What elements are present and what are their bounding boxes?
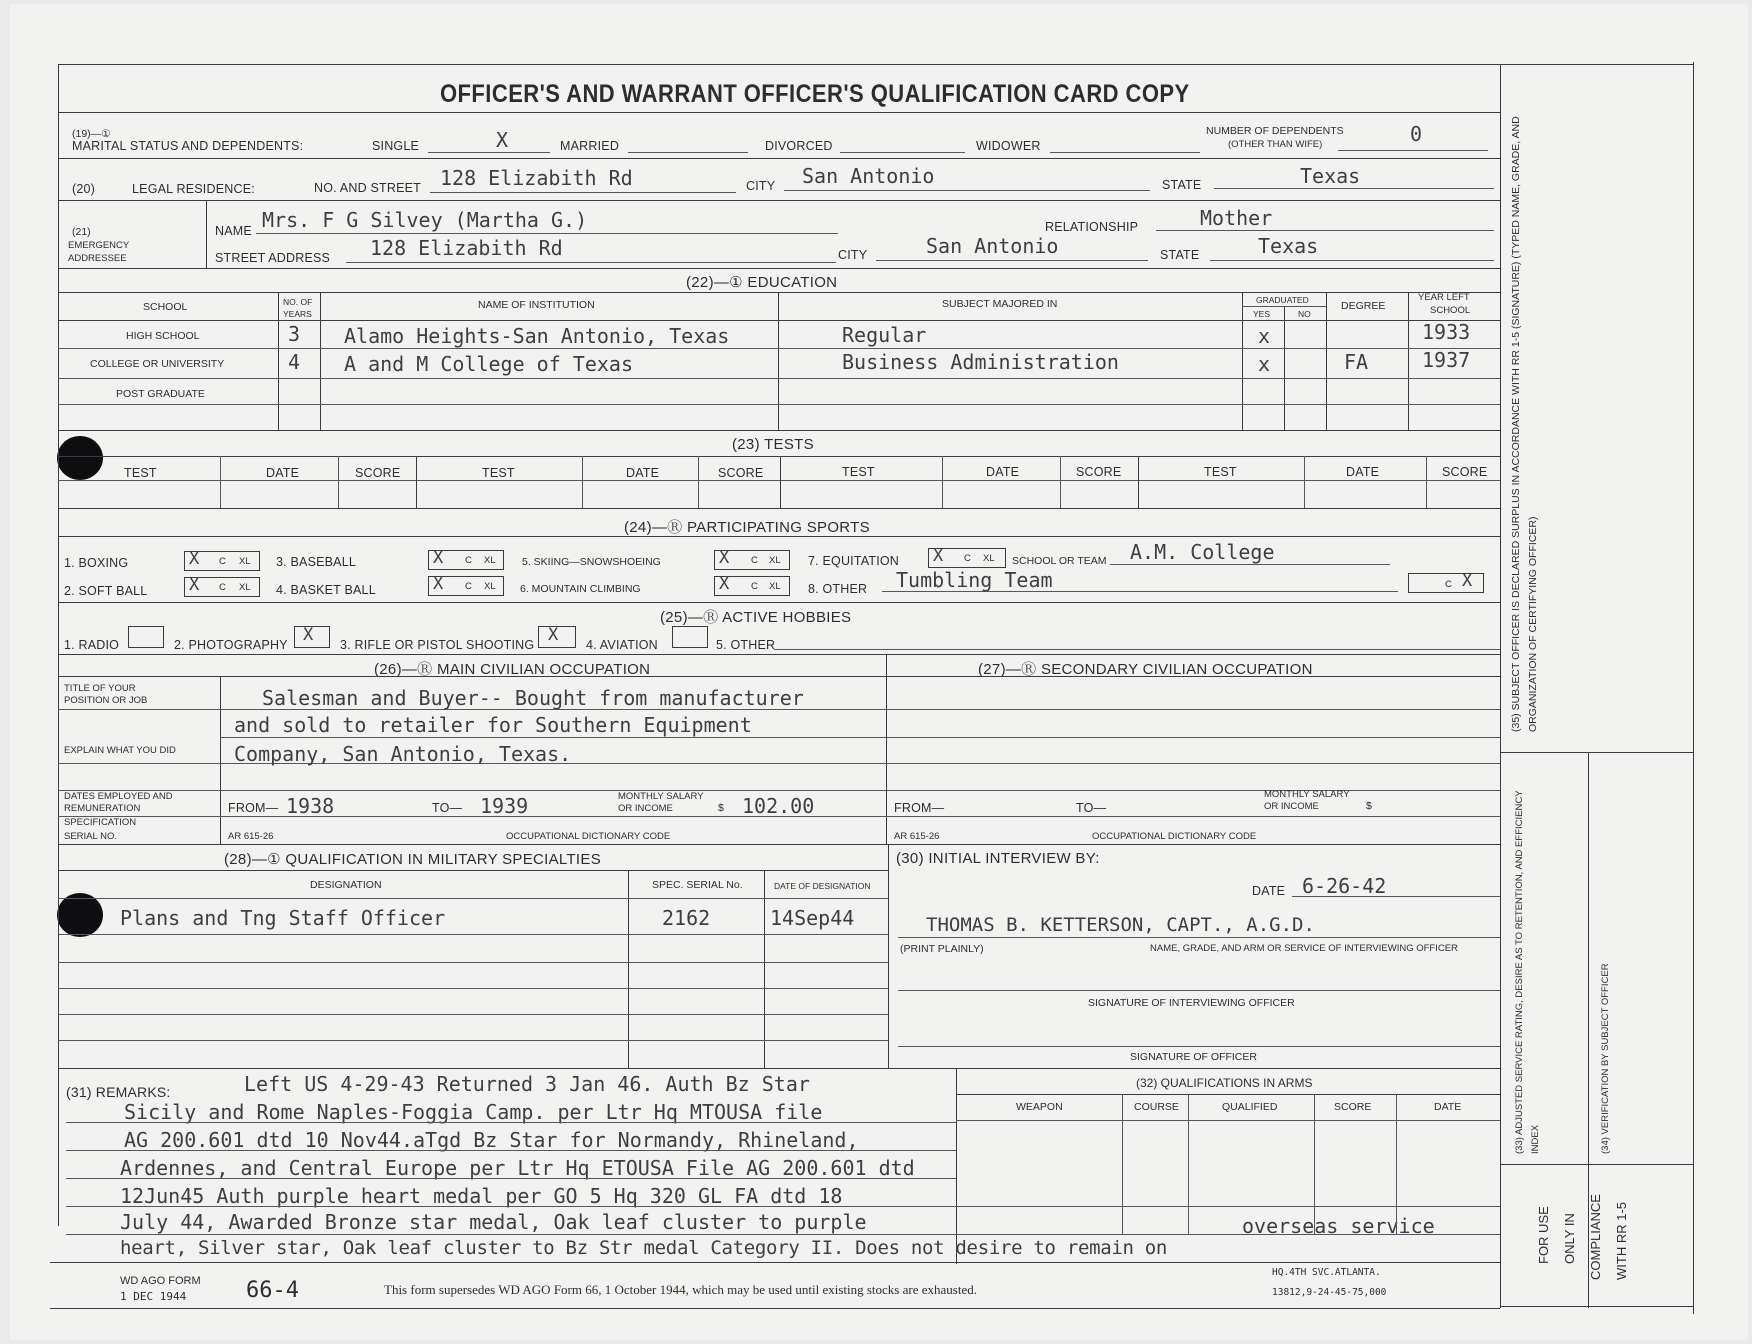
secondary-from-label: FROM— <box>894 801 945 815</box>
sport-mark: X <box>719 574 730 594</box>
dict-label: OCCUPATIONAL DICTIONARY CODE <box>506 831 671 842</box>
school-team-value[interactable]: A.M. College <box>1130 540 1275 564</box>
footer-supersedes: This form supersedes WD AGO Form 66, 1 October 1944, which may be used until existing stocks are exhausted. <box>384 1282 977 1297</box>
sport-xl: XL <box>239 556 251 567</box>
mq-date[interactable]: 14Sep44 <box>770 906 855 930</box>
edu-col-school: SCHOOL <box>143 301 188 313</box>
footer-printer-1: HQ.4TH SVC.ATLANTA. <box>1272 1267 1381 1278</box>
tests-col: TEST <box>1204 465 1237 479</box>
hobby-label: 5. OTHER <box>716 638 776 652</box>
dates-label-1: DATES EMPLOYED AND <box>64 791 173 802</box>
sport-c: C <box>751 555 758 566</box>
sport-label: 4. BASKET BALL <box>276 583 376 597</box>
emergency-city-value[interactable]: San Antonio <box>926 234 1059 258</box>
sport-label: 6. MOUNTAIN CLIMBING <box>520 583 641 595</box>
edu-row-yes[interactable]: x <box>1258 352 1271 376</box>
tests-col: TEST <box>842 465 875 479</box>
emergency-state-value[interactable]: Texas <box>1258 234 1319 258</box>
edu-col-institution: NAME OF INSTITUTION <box>478 299 595 311</box>
dates-label-2: REMUNERATION <box>64 803 141 814</box>
edu-col-year-left-1: YEAR LEFT <box>1418 292 1470 303</box>
sport-label: 2. SOFT BALL <box>64 584 148 598</box>
sports-header: (24)—Ⓡ PARTICIPATING SPORTS <box>624 519 870 536</box>
hobbies-header: (25)—Ⓡ ACTIVE HOBBIES <box>660 609 852 626</box>
for-use-2: ONLY IN <box>1562 1213 1577 1264</box>
tests-col: TEST <box>482 466 515 480</box>
arms-col: QUALIFIED <box>1222 1101 1278 1113</box>
residence-num: (20) <box>72 182 96 196</box>
sport-xl: XL <box>983 553 995 564</box>
item-33-text: (33) ADJUSTED SERVICE RATING, DESIRE AS TO RETENTION, AND EFFICIENCY INDEX <box>1514 790 1541 1154</box>
tests-col: SCORE <box>718 466 764 480</box>
ar-label: AR 615-26 <box>228 831 274 842</box>
edu-row-degree[interactable]: FA <box>1344 350 1369 374</box>
remarks-line[interactable]: Ardennes, and Central Europe per Ltr Hq ETOUSA File AG 200.601 dtd <box>120 1156 915 1180</box>
tests-col: DATE <box>986 465 1020 479</box>
occupation-line-3[interactable]: Company, San Antonio, Texas. <box>234 742 572 766</box>
marital-num: (19)—① <box>72 128 111 140</box>
overseas-note[interactable]: overseas service <box>1242 1214 1435 1238</box>
remarks-line[interactable]: heart, Silver star, Oak leaf cluster to Bz Str medal Category II. Does not desire to remain on <box>120 1237 1168 1259</box>
sport-label: 8. OTHER <box>808 582 868 596</box>
secondary-ar-label: AR 615-26 <box>894 831 940 842</box>
print-plainly: (PRINT PLAINLY) <box>900 943 984 955</box>
edu-col-years-2: YEARS <box>283 309 312 319</box>
education-header: (22)—① EDUCATION <box>686 274 838 291</box>
arms-col: COURSE <box>1134 1101 1179 1113</box>
for-use-1: FOR USE <box>1536 1206 1551 1264</box>
salary-label-1: MONTHLY SALARY <box>618 791 704 802</box>
edu-col-year-left-2: SCHOOL <box>1430 305 1471 316</box>
remarks-line[interactable]: 12Jun45 Auth purple heart medal per GO 5 Hq 320 GL FA dtd 18 <box>120 1184 843 1208</box>
footer-form-id: WD AGO FORM <box>120 1275 201 1287</box>
emergency-name-value[interactable]: Mrs. F G Silvey (Martha G.) <box>262 208 588 232</box>
sig-officer-label: SIGNATURE OF OFFICER <box>1130 1051 1257 1063</box>
residence-state-label: STATE <box>1162 178 1202 192</box>
emergency-relationship-label: RELATIONSHIP <box>1045 220 1139 234</box>
explain-label: EXPLAIN WHAT YOU DID <box>64 745 176 756</box>
military-quals-header: (28)—① QUALIFICATION IN MILITARY SPECIALTIES <box>224 851 602 868</box>
tests-col: TEST <box>124 466 157 480</box>
single-label: SINGLE <box>372 139 420 153</box>
school-team-label: SCHOOL OR TEAM <box>1012 555 1107 567</box>
mq-col-serial: SPEC. SERIAL No. <box>652 879 743 891</box>
sport-other-value[interactable]: Tumbling Team <box>896 568 1053 592</box>
title-label-2: POSITION OR JOB <box>64 695 148 706</box>
emergency-city-label: CITY <box>838 248 868 262</box>
secondary-dict-label: OCCUPATIONAL DICTIONARY CODE <box>1092 831 1257 842</box>
tests-header: (23) TESTS <box>732 436 814 453</box>
edu-col-degree: DEGREE <box>1341 300 1386 312</box>
sport-c: C <box>1445 579 1452 590</box>
residence-state-value[interactable]: Texas <box>1300 164 1361 188</box>
edu-row-yes[interactable]: x <box>1258 324 1271 348</box>
sport-c: C <box>964 553 971 564</box>
secondary-occupation-header: (27)—Ⓡ SECONDARY CIVILIAN OCCUPATION <box>978 661 1313 678</box>
occupation-line-1[interactable]: Salesman and Buyer-- Bought from manufacturer <box>262 686 804 710</box>
edu-col-graduated: GRADUATED <box>1256 295 1309 305</box>
item-35-text: (35) SUBJECT OFFICER IS DECLARED SURPLUS IN ACCORDANCE WITH RR 1-5 (SIGNATURE) (TYPED NAME, GRADE, AND ORGANIZATION OF CERTIFYING OFFICER) <box>1510 116 1539 732</box>
punch-hole-top <box>57 436 103 480</box>
sport-c: C <box>465 581 472 592</box>
from-value[interactable]: 1938 <box>286 794 335 818</box>
hobby-label: 3. RIFLE OR PISTOL SHOOTING <box>340 638 535 652</box>
tests-col: SCORE <box>1442 465 1488 479</box>
mq-col-date: DATE OF DESIGNATION <box>774 881 871 891</box>
sport-mark: X <box>189 575 200 595</box>
remarks-line[interactable]: Left US 4-29-43 Returned 3 Jan 46. Auth Bz Star <box>244 1072 810 1096</box>
edu-row-school: POST GRADUATE <box>116 388 205 400</box>
hobby-label: 4. AVIATION <box>586 638 658 652</box>
emergency-name-label: NAME <box>215 224 252 238</box>
name-grade-label: NAME, GRADE, AND ARM OR SERVICE OF INTERVIEWING OFFICER <box>1150 943 1458 954</box>
sport-mark: X <box>433 574 444 594</box>
salary-label-2: OR INCOME <box>618 803 673 814</box>
sig-interviewing-label: SIGNATURE OF INTERVIEWING OFFICER <box>1088 997 1295 1009</box>
emergency-label-1: EMERGENCY <box>68 240 130 251</box>
hobby-mark: X <box>303 625 314 645</box>
item-34-text: (34) VERIFICATION BY SUBJECT OFFICER <box>1600 963 1611 1154</box>
for-use-3: COMPLIANCE <box>1588 1194 1603 1280</box>
sport-mark: X <box>433 548 444 568</box>
married-label: MARRIED <box>560 139 620 153</box>
sport-label: 3. BASEBALL <box>276 555 357 569</box>
remarks-line[interactable]: AG 200.601 dtd 10 Nov44.aTgd Bz Star for Normandy, Rhineland, <box>124 1128 859 1152</box>
sport-mark: X <box>189 549 200 569</box>
remarks-line[interactable]: July 44, Awarded Bronze star medal, Oak leaf cluster to purple <box>120 1210 867 1234</box>
residence-street-value[interactable]: 128 Elizabith Rd <box>440 166 633 190</box>
sport-c: C <box>465 555 472 566</box>
from-label: FROM— <box>228 801 279 815</box>
mq-designation[interactable]: Plans and Tng Staff Officer <box>120 906 446 930</box>
hobby-checkbox[interactable] <box>128 626 164 648</box>
edu-row-institution[interactable]: Alamo Heights-San Antonio, Texas <box>344 324 730 348</box>
sport-mark: X <box>1462 571 1473 591</box>
sport-xl: XL <box>484 555 496 566</box>
footer-form-no: 66-4 <box>246 1278 299 1303</box>
emergency-label-2: ADDRESSEE <box>68 253 127 264</box>
main-occupation-header: (26)—Ⓡ MAIN CIVILIAN OCCUPATION <box>374 661 651 678</box>
sport-label: 1. BOXING <box>64 556 129 570</box>
sport-xl: XL <box>769 555 781 566</box>
secondary-salary-currency: $ <box>1366 800 1372 812</box>
form-title: OFFICER'S AND WARRANT OFFICER'S QUALIFICATION CARD COPY <box>440 80 1190 108</box>
emergency-street-value[interactable]: 128 Elizabith Rd <box>370 236 563 260</box>
dependents-value[interactable]: 0 <box>1410 122 1423 146</box>
interview-header: (30) INITIAL INTERVIEW BY: <box>896 850 1100 867</box>
edu-row-year-left[interactable]: 1937 <box>1422 348 1471 372</box>
tests-col: DATE <box>626 466 660 480</box>
hobby-label: 2. PHOTOGRAPHY <box>174 638 288 652</box>
edu-row-subject[interactable]: Business Administration <box>842 350 1119 374</box>
to-value[interactable]: 1939 <box>480 794 529 818</box>
title-label-1: TITLE OF YOUR <box>64 683 136 694</box>
salary-value[interactable]: 102.00 <box>742 794 815 818</box>
tests-col: SCORE <box>355 466 401 480</box>
edu-col-no: NO <box>1298 309 1311 319</box>
interviewer-name[interactable]: THOMAS B. KETTERSON, CAPT., A.G.D. <box>926 914 1315 936</box>
tests-col: DATE <box>266 466 300 480</box>
dependents-sub: (OTHER THAN WIFE) <box>1228 139 1323 150</box>
mq-col-designation: DESIGNATION <box>310 879 382 891</box>
secondary-salary-label-1: MONTHLY SALARY <box>1264 789 1350 800</box>
remarks-line[interactable]: Sicily and Rome Naples-Foggia Camp. per Ltr Hq MTOUSA file <box>124 1100 823 1124</box>
edu-row-school: COLLEGE OR UNIVERSITY <box>90 358 225 370</box>
emergency-street-label: STREET ADDRESS <box>215 251 331 265</box>
hobby-label: 1. RADIO <box>64 638 120 652</box>
to-label: TO— <box>432 801 463 815</box>
mq-serial[interactable]: 2162 <box>662 906 711 930</box>
punch-hole-bottom <box>57 893 103 937</box>
tests-col: DATE <box>1346 465 1380 479</box>
footer-form-date: 1 DEC 1944 <box>120 1290 187 1303</box>
spec-label-1: SPECIFICATION <box>64 817 137 828</box>
edu-row-years[interactable]: 3 <box>288 322 301 346</box>
emergency-state-label: STATE <box>1160 248 1200 262</box>
marital-label: MARITAL STATUS AND DEPENDENTS: <box>72 139 304 153</box>
edu-col-yes: YES <box>1253 309 1271 319</box>
for-use-4: WITH RR 1-5 <box>1614 1202 1629 1280</box>
sport-xl: XL <box>239 582 251 593</box>
edu-col-subject: SUBJECT MAJORED IN <box>942 298 1058 310</box>
arms-col: WEAPON <box>1016 1101 1063 1113</box>
remarks-label: (31) REMARKS: <box>66 1084 171 1100</box>
residence-city-label: CITY <box>746 179 776 193</box>
hobby-mark: X <box>548 625 559 645</box>
sport-label: 5. SKIING—SNOWSHOEING <box>522 556 661 568</box>
emergency-relationship-value[interactable]: Mother <box>1200 206 1273 230</box>
interview-date-value[interactable]: 6-26-42 <box>1302 874 1387 898</box>
residence-label: LEGAL RESIDENCE: <box>132 182 255 196</box>
salary-currency: $ <box>718 802 724 814</box>
residence-city-value[interactable]: San Antonio <box>802 164 935 188</box>
sport-mark: X <box>933 546 944 566</box>
hobby-checkbox[interactable] <box>672 626 708 648</box>
edu-row-school: HIGH SCHOOL <box>126 330 200 342</box>
secondary-salary-label-2: OR INCOME <box>1264 801 1319 812</box>
widower-label: WIDOWER <box>976 139 1041 153</box>
emergency-num: (21) <box>72 226 91 238</box>
occupation-line-2[interactable]: and sold to retailer for Southern Equipment <box>234 713 752 737</box>
footer-printer-2: 13812,9-24-45-75,000 <box>1272 1287 1387 1298</box>
sport-label: 7. EQUITATION <box>808 554 900 568</box>
dependents-label: NUMBER OF DEPENDENTS <box>1206 125 1344 137</box>
sport-c: C <box>751 581 758 592</box>
arms-col: DATE <box>1434 1101 1462 1113</box>
sport-xl: XL <box>769 581 781 592</box>
single-value[interactable]: X <box>496 128 509 152</box>
secondary-to-label: TO— <box>1076 801 1107 815</box>
sport-c: C <box>219 556 226 567</box>
residence-street-label: NO. AND STREET <box>314 181 421 195</box>
edu-col-years-1: NO. OF <box>283 297 313 307</box>
spec-label-2: SERIAL NO. <box>64 831 117 842</box>
sport-c: C <box>219 582 226 593</box>
sport-mark: X <box>719 548 730 568</box>
edu-row-subject[interactable]: Regular <box>842 323 927 347</box>
edu-row-years[interactable]: 4 <box>288 350 301 374</box>
edu-row-institution[interactable]: A and M College of Texas <box>344 352 633 376</box>
sport-xl: XL <box>484 581 496 592</box>
tests-col: SCORE <box>1076 465 1122 479</box>
interview-date-label: DATE <box>1252 884 1286 898</box>
arms-col: SCORE <box>1334 1101 1372 1113</box>
edu-row-year-left[interactable]: 1933 <box>1422 320 1471 344</box>
divorced-label: DIVORCED <box>765 139 833 153</box>
arms-header: (32) QUALIFICATIONS IN ARMS <box>1136 1076 1313 1090</box>
